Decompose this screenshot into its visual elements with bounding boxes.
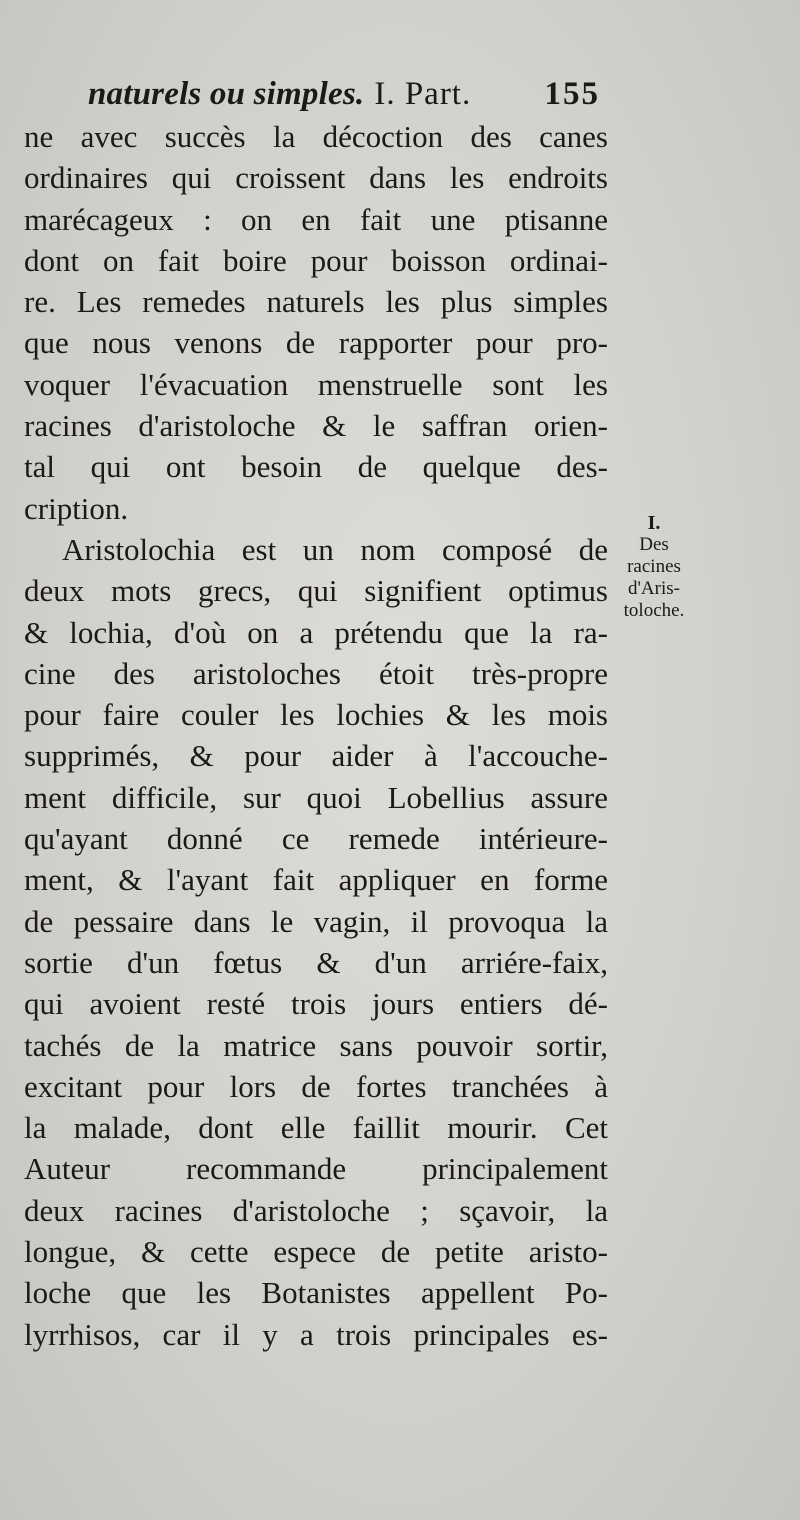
text-line: Auteur recommande principalement: [24, 1151, 608, 1187]
text-line: ment difficile, sur quoi Lobellius assure: [24, 779, 608, 815]
text-line: cine des aristoloches étoit très-propre: [24, 655, 608, 691]
text-line: tal qui ont besoin de quelque des-: [24, 449, 608, 485]
margin-note-line: Des: [639, 534, 669, 555]
page-number: 155: [544, 76, 600, 112]
text-line: sortie d'un fœtus & d'un arriére-faix,: [24, 944, 608, 980]
text-line: de pessaire dans le vagin, il provoqua la: [24, 903, 608, 939]
running-title: naturels ou simples.: [88, 76, 365, 112]
text-line: marécageux : on en fait une ptisanne: [24, 201, 608, 237]
running-header: [88, 72, 600, 116]
text-line: loche que les Botanistes appellent Po-: [24, 1275, 608, 1311]
text-line: lyrrhisos, car il y a trois principales es-: [24, 1316, 608, 1352]
text-line: qu'ayant donné ce remede intérieure-: [24, 821, 608, 857]
text-line: qui avoient resté trois jours entiers dé-: [24, 986, 608, 1022]
text-line: cription.: [24, 490, 129, 526]
text-line: excitant pour lors de fortes tranchées à: [24, 1068, 608, 1104]
margin-note-line: racines: [627, 556, 681, 577]
text-line: Aristolochia est un nom composé de: [62, 531, 608, 567]
text-line: re. Les remedes naturels les plus simples: [24, 284, 608, 320]
body-text: [24, 116, 608, 1355]
text-line: ment, & l'ayant fait appliquer en forme: [24, 862, 608, 898]
margin-note-line: d'Aris-: [628, 578, 680, 599]
text-line: ordinaires qui croissent dans les endroits: [24, 160, 608, 196]
text-line: ne avec succès la décoction des canes: [24, 119, 608, 154]
text-line: pour faire couler les lochies & les mois: [24, 697, 608, 733]
margin-note: [606, 512, 702, 622]
text-line: & lochia, d'où on a prétendu que la ra-: [24, 614, 608, 650]
text-line: longue, & cette espece de petite aristo-: [24, 1234, 608, 1270]
text-line: supprimés, & pour aider à l'accouche-: [24, 738, 608, 774]
text-line: la malade, dont elle faillit mourir. Cet: [24, 1110, 608, 1146]
text-line: racines d'aristoloche & le saffran orien-: [24, 408, 608, 444]
text-line: tachés de la matrice sans pouvoir sortir,: [24, 1027, 608, 1063]
text-line: que nous venons de rapporter pour pro-: [24, 325, 608, 361]
text-line: deux mots grecs, qui signifient optimus: [24, 573, 608, 609]
part-label: I. Part.: [374, 76, 472, 112]
margin-note-number: I.: [647, 512, 661, 534]
text-line: voquer l'évacuation menstruelle sont les: [24, 366, 608, 402]
text-line: dont on fait boire pour boisson ordinai-: [24, 242, 608, 278]
margin-note-line: toloche.: [623, 600, 685, 621]
text-line: deux racines d'aristoloche ; sçavoir, la: [24, 1192, 608, 1228]
